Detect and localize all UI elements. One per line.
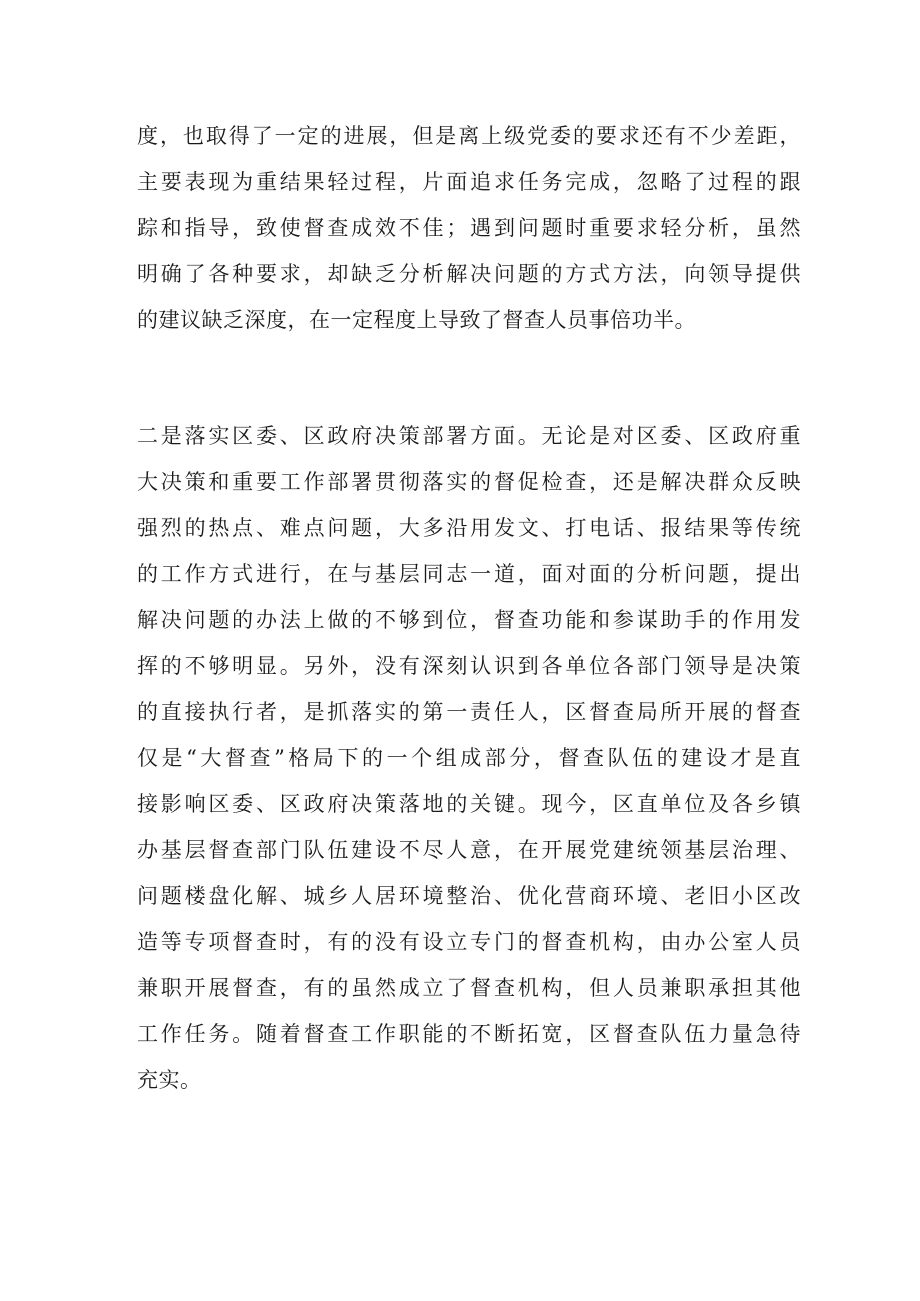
text-line: 挥的不够明显。另外，没有深刻认识到各单位各部门领导是决策 [137, 654, 801, 678]
text-line: 的工作方式进行，在与基层同志一道，面对面的分析问题，提出 [137, 562, 801, 586]
text-line: 解决问题的办法上做的不够到位，督查功能和参谋助手的作用发 [137, 608, 801, 632]
text-line: 主要表现为重结果轻过程，片面追求任务完成，忽略了过程的跟 [137, 170, 801, 194]
text-line: 工作任务。随着督查工作职能的不断拓宽，区督查队伍力量急待 [137, 1022, 801, 1046]
text-line: 问题楼盘化解、城乡人居环境整治、优化营商环境、老旧小区改 [137, 884, 801, 908]
text-line: 踪和指导，致使督查成效不佳；遇到问题时重要求轻分析，虽然 [137, 216, 801, 240]
text-line: 度，也取得了一定的进展，但是离上级党委的要求还有不少差距， [137, 124, 801, 148]
text-line: 二是落实区委、区政府决策部署方面。无论是对区委、区政府重 [137, 424, 801, 448]
text-line: 明确了各种要求，却缺乏分析解决问题的方式方法，向领导提供 [137, 262, 801, 286]
text-line: 接影响区委、区政府决策落地的关键。现今，区直单位及各乡镇 [137, 792, 801, 816]
text-line: 仅是“大督查”格局下的一个组成部分，督查队伍的建设才是直 [137, 746, 801, 770]
text-line: 大决策和重要工作部署贯彻落实的督促检查，还是解决群众反映 [137, 470, 801, 494]
text-line: 兼职开展督查，有的虽然成立了督查机构，但人员兼职承担其他 [137, 976, 801, 1000]
text-line: 办基层督查部门队伍建设不尽人意，在开展党建统领基层治理、 [137, 838, 801, 862]
text-line: 的直接执行者，是抓落实的第一责任人，区督查局所开展的督查 [137, 700, 801, 724]
paragraph-1 [137, 113, 801, 343]
paragraph-2 [137, 413, 801, 1103]
text-line: 强烈的热点、难点问题，大多沿用发文、打电话、报结果等传统 [137, 516, 801, 540]
text-line: 的建议缺乏深度，在一定程度上导致了督查人员事倍功半。 [137, 308, 696, 332]
text-line: 充实。 [137, 1068, 202, 1092]
text-line: 造等专项督查时，有的没有设立专门的督查机构，由办公室人员 [137, 930, 801, 954]
